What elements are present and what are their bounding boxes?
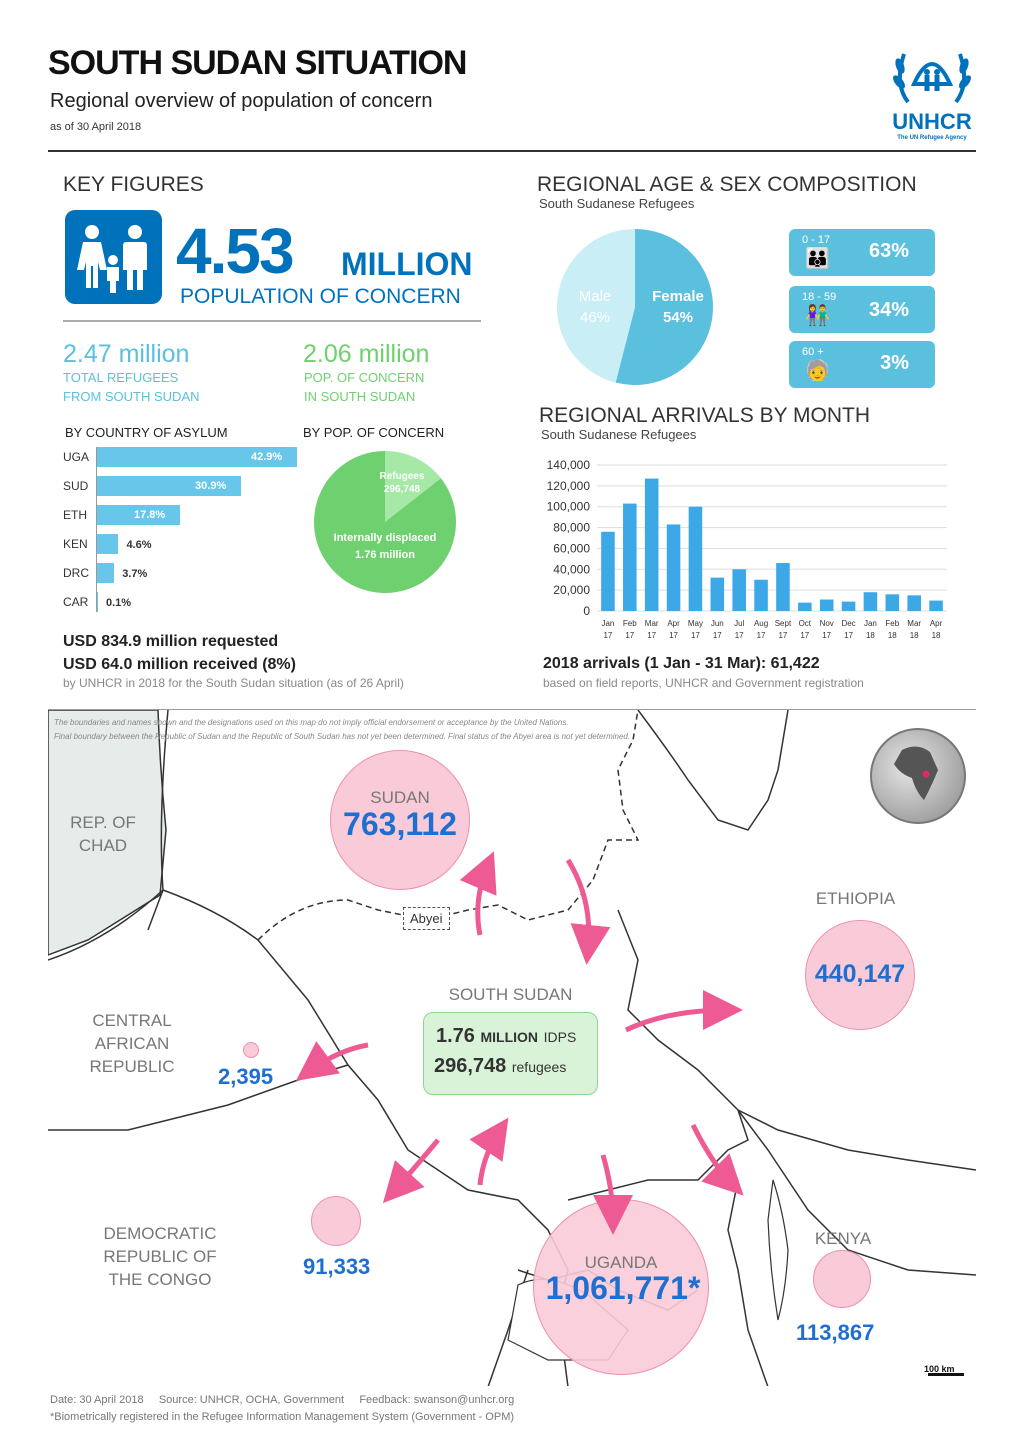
arrow-to-drc [393,1140,438,1192]
age-box-0-17 [789,229,935,276]
x-tick-month: Sept [774,619,792,628]
asylum-bar-row [63,534,303,554]
ethiopia-label: ETHIOPIA [815,889,896,908]
y-tick-label: 40,000 [553,562,590,577]
drc-label-line1: DEMOCRATIC [103,1224,217,1243]
poc-label-line2: IN SOUTH SUDAN [304,389,416,404]
female-label-text: Female [652,288,704,305]
page-subtitle: Regional overview of population of concern [50,90,433,112]
chad-label-line1: REP. OF [70,813,136,832]
poc-refugees-value: 296,748 [383,484,421,495]
key-figures-divider [63,320,481,322]
y-tick-label: 120,000 [546,478,590,493]
asylum-bar-category: UGA [63,450,90,464]
age-pct: 3% [880,352,909,374]
arrivals-subheading: South Sudanese Refugees [541,427,697,442]
asylum-bar-row [63,592,303,612]
y-tick-label: 100,000 [546,499,590,514]
x-tick-year: 17 [625,631,635,640]
x-tick-month: Oct [798,619,812,628]
arrow-to-kenya [693,1125,733,1185]
arrivals-heading: REGIONAL ARRIVALS BY MONTH [539,404,871,427]
arrivals-bar [667,524,681,611]
arrivals-bar [864,592,878,611]
age-box-60-plus [789,341,935,388]
kenya-number: 113,867 [796,1320,875,1345]
x-tick-month: Feb [622,619,637,628]
logo-text: UNHCR [892,109,972,134]
asylum-bar-category: DRC [63,566,89,580]
funds-received: USD 64.0 million received (8%) [63,656,296,673]
x-tick-year: 17 [712,631,722,640]
asylum-bar-value: 30.9% [195,480,227,492]
age-pct: 63% [868,240,909,262]
poc-in-south-sudan: 2.06 million [303,340,430,368]
x-tick-year: 18 [931,631,941,640]
asylum-bar-value: 17.8% [133,509,166,521]
age-sex-subheading: South Sudanese Refugees [539,196,695,211]
logo-subtext: The UN Refugee Agency [897,135,967,141]
y-tick-label: 140,000 [546,458,590,472]
footer [50,1392,514,1426]
asylum-bar-value: 42.9% [251,451,283,463]
drc-label-line3: THE CONGO [108,1270,212,1289]
funds-note: by UNHCR in 2018 for the South Sudan situation (as of 26 April) [63,676,404,690]
poc-idp-label [313,530,457,564]
age-range-label: 18 - 59 [802,291,837,303]
header-divider [48,150,976,152]
poc-label-line1: POP. OF CONCERN [304,370,425,385]
poc-idp-value: 1.76 million [355,549,415,561]
car-label-line1: CENTRAL [92,1011,172,1030]
x-tick-month: Mar [644,619,659,628]
asylum-bar-value: 0.1% [106,597,132,609]
key-figures-heading: KEY FIGURES [63,173,204,196]
elderly-icon: 🧓 [805,360,830,382]
x-tick-month: May [687,619,703,628]
y-tick-label: 60,000 [553,541,590,556]
poc-refugees-name: Refugees [379,471,425,482]
arrivals-bar [623,504,637,611]
x-tick-month: Jan [601,619,615,628]
total-population-value: 4.53 [176,215,293,287]
chad-label-line2: CHAD [78,836,128,855]
y-tick-label: 80,000 [553,520,590,535]
x-tick-month: Jan [863,619,877,628]
car-label-line2: AFRICAN [94,1034,170,1053]
arrow-to-sudan [478,865,488,935]
refugees-label [63,368,200,406]
car-number: 2,395 [218,1064,274,1089]
ss-refugees-number: 296,748 [434,1055,507,1077]
age-range-label: 0 - 17 [802,234,831,246]
footer-line2: *Biometrically registered in the Refugee Information Management System (Government - OPM) [50,1411,515,1423]
asylum-bar-category: SUD [63,479,89,493]
arrivals-bar [907,595,921,611]
x-tick-year: 17 [647,631,657,640]
age-pct: 34% [868,299,909,321]
abyei-label: Abyei [403,907,450,930]
arrow-from-sudan [568,860,589,950]
x-tick-month: Mar [907,619,922,628]
x-tick-month: Jul [734,619,745,628]
car-label-line3: REPUBLIC [89,1057,175,1076]
arrivals-bar [798,603,812,611]
arrivals-bar [842,602,856,611]
asylum-bar-row [63,505,303,525]
total-population-unit: MILLION [341,246,473,282]
x-tick-month: Apr [667,619,680,628]
scale-label: 100 km [924,1364,955,1374]
arrivals-bar [601,532,615,611]
poc-refugees-label [363,470,441,496]
arrow-to-uganda [603,1155,613,1220]
asylum-bar [97,592,98,612]
arrow-uganda-up [480,1130,500,1185]
x-tick-year: 18 [865,631,875,640]
regional-map [48,709,976,1386]
arrivals-bar [929,601,943,611]
by-poc-heading: BY POP. OF CONCERN [303,425,445,440]
arrivals-bar [886,594,900,611]
arrivals-bar [645,479,659,611]
asylum-bar [97,534,118,554]
asylum-bar-row [63,476,303,496]
x-tick-year: 17 [844,631,854,640]
y-tick-label: 20,000 [553,583,590,598]
age-sex-heading: REGIONAL AGE & SEX COMPOSITION [537,173,917,196]
asylum-bar-row [63,563,303,583]
x-tick-month: Apr [929,619,943,628]
poc-pie-chart [313,450,457,594]
male-label [565,286,625,328]
ethiopia-number: 440,147 [814,960,906,988]
sudan-number: 763,112 [343,806,457,842]
footer-line1: Date: 30 April 2018 Source: UNHCR, OCHA, Government Feedback: swanson@unhcr.org [50,1394,515,1406]
ss-refugees-label: refugees [511,1059,567,1075]
by-country-heading: BY COUNTRY OF ASYLUM [65,425,228,440]
y-tick-label: 0 [583,604,590,618]
drc-label-line2: REPUBLIC OF [103,1247,217,1266]
ss-idps-unit: MILLION [480,1029,539,1045]
family-icon [65,210,162,304]
x-tick-month: Jun [710,619,724,628]
age-range-label: 60 + [802,346,824,358]
x-tick-year: 17 [822,631,832,640]
as-of-date: as of 30 April 2018 [50,121,142,133]
arrivals-bar [776,563,790,611]
male-pct: 46% [579,309,611,326]
asylum-axis [96,447,97,612]
x-tick-year: 18 [887,631,897,640]
kenya-label: KENYA [814,1229,872,1248]
x-tick-year: 17 [603,631,613,640]
arrivals-bar-chart [530,452,960,647]
arrivals-bar [732,569,746,611]
map-disclaimer-line2: Final boundary between the Republic of Sudan and the Republic of South Sudan has not yet been determined. Final status of the Abyei area is not yet determined. [54,732,631,741]
drc-number: 91,333 [303,1254,371,1279]
flow-arrows [48,710,976,1386]
arrivals-total: 2018 arrivals (1 Jan - 31 Mar): 61,422 [543,655,820,672]
ss-idps-label: IDPS [543,1029,577,1045]
sex-pie-chart [555,228,715,386]
x-tick-year: 17 [800,631,810,640]
female-pct: 54% [662,309,694,326]
x-tick-year: 17 [669,631,679,640]
refugees-label-line1: TOTAL REFUGEES [63,370,179,385]
arrow-to-ethiopia [626,1010,728,1030]
asylum-bar-value: 4.6% [126,539,152,551]
refugees-total: 2.47 million [63,340,190,368]
x-tick-month: Feb [885,619,900,628]
funds-requested: USD 834.9 million requested [63,633,279,650]
child-icon: 👪 [805,248,830,270]
unhcr-logo [882,44,982,141]
x-tick-year: 17 [778,631,788,640]
arrivals-bar [689,507,703,611]
arrow-to-car [308,1045,368,1072]
arrivals-bar [820,600,834,611]
x-tick-month: Aug [753,619,769,628]
male-label-text: Male [578,288,612,305]
x-tick-year: 17 [734,631,744,640]
uganda-number: 1,061,771* [545,1270,701,1306]
refugees-label-line2: FROM SOUTH SUDAN [63,389,200,404]
south-sudan-label: SOUTH SUDAN [448,985,573,1004]
x-tick-year: 17 [756,631,766,640]
asylum-bar-chart [63,447,303,617]
poc-label [304,368,424,406]
asylum-bar [97,563,114,583]
map-disclaimer-line1: The boundaries and names shown and the designations used on this map do not imply official endorsement or acceptance by the United Nations. [54,718,569,727]
arrivals-bar [711,578,725,611]
page-title: SOUTH SUDAN SITUATION [48,44,467,82]
arrivals-note: based on field reports, UNHCR and Government registration [543,676,864,690]
asylum-bar-category: CAR [63,595,89,609]
x-tick-year: 18 [909,631,919,640]
asylum-bar-category: KEN [63,537,88,551]
x-tick-month: Nov [819,619,834,628]
x-tick-year: 17 [690,631,700,640]
total-population-label: POPULATION OF CONCERN [180,285,461,308]
uganda-label: UGANDA [584,1253,658,1272]
arrivals-bar [754,580,768,611]
adult-icon: 👫 [805,305,830,327]
laurel-icon [890,44,974,110]
sudan-label: SUDAN [370,788,430,807]
poc-idp-name: Internally displaced [333,532,437,544]
asylum-bar-category: ETH [63,508,87,522]
age-box-18-59 [789,286,935,333]
ss-idps-number: 1.76 [436,1025,475,1047]
asylum-bar-row [63,447,303,467]
asylum-bar-value: 3.7% [122,568,148,580]
x-tick-month: Dec [841,619,856,628]
female-label [643,286,713,328]
